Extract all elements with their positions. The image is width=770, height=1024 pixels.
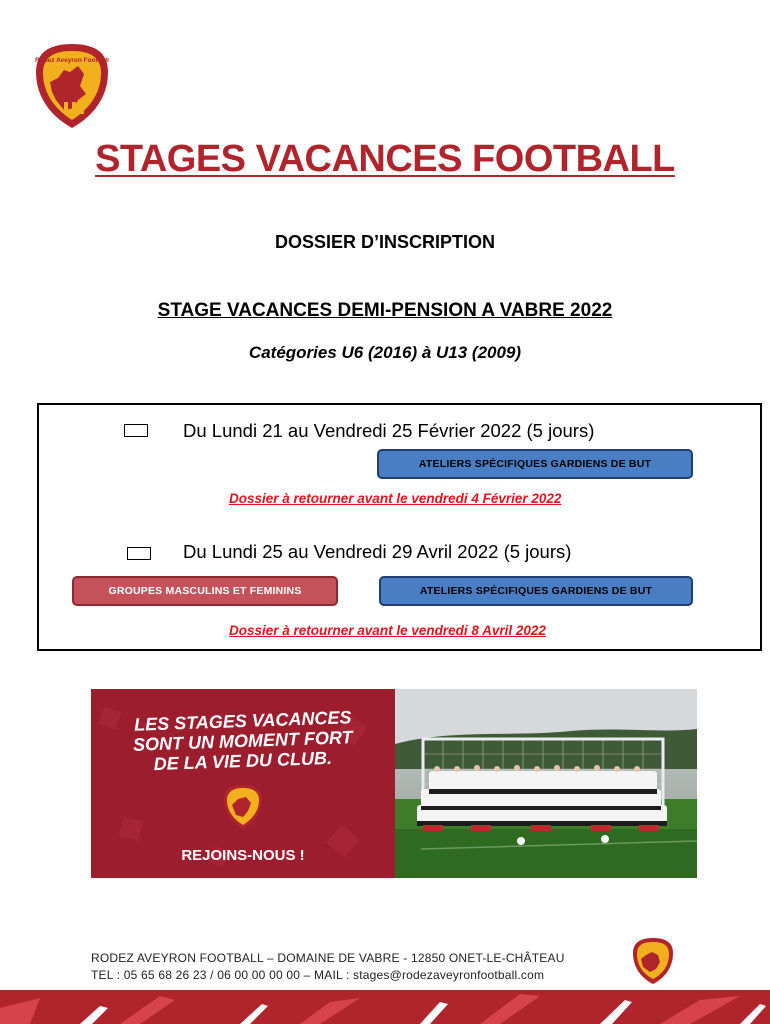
- main-title: STAGES VACANCES FOOTBALL: [95, 138, 675, 180]
- session-2-gardiens-badge: ATELIERS SPÉCIFIQUES GARDIENS DE BUT: [379, 576, 693, 606]
- session-2-dates: Du Lundi 25 au Vendredi 29 Avril 2022 (5 jours): [183, 541, 572, 562]
- team-photo: [395, 689, 697, 878]
- banner-slogan-line-1: LES STAGES VACANCES: [133, 707, 352, 735]
- logo-wordmark: Rodez Aveyron Football: [35, 57, 109, 64]
- banner-cta: REJOINS-NOUS !: [181, 847, 305, 864]
- stage-title: STAGE VACANCES DEMI-PENSION A VABRE 2022: [157, 300, 613, 321]
- footer-phone-mail: TEL : 05 65 68 26 23 / 06 00 00 00 00 – MAIL : stages@rodezaveyronfootball.com: [91, 968, 545, 982]
- session-1-checkbox[interactable]: [124, 424, 148, 437]
- session-1-deadline: Dossier à retourner avant le vendredi 4 Février 2022: [229, 491, 562, 506]
- banner-slogan-line-3: DE LA VIE DU CLUB.: [153, 747, 333, 775]
- footer-address: RODEZ AVEYRON FOOTBALL – DOMAINE DE VABRE - 12850 ONET-LE-CHÂTEAU: [91, 951, 565, 965]
- session-2-deadline: Dossier à retourner avant le vendredi 8 Avril 2022: [229, 623, 546, 638]
- footer-crest-logo: [632, 937, 674, 985]
- footer-decorative-band: [0, 990, 770, 1024]
- session-2-groupes-badge: GROUPES MASCULINS ET FEMININS: [72, 576, 338, 606]
- session-2-checkbox[interactable]: [127, 547, 151, 560]
- session-1-gardiens-badge: ATELIERS SPÉCIFIQUES GARDIENS DE BUT: [377, 449, 693, 479]
- club-crest-logo: [34, 42, 110, 130]
- dossier-heading: DOSSIER D’INSCRIPTION: [274, 232, 496, 252]
- session-1-dates: Du Lundi 21 au Vendredi 25 Février 2022 (5 jours): [183, 420, 595, 441]
- footer-contact: [91, 950, 565, 984]
- promo-banner: [91, 689, 697, 878]
- banner-slogan-line-2: SONT UN MOMENT FORT: [132, 727, 353, 755]
- sessions-box: [37, 403, 762, 651]
- categories-text: Catégories U6 (2016) à U13 (2009): [248, 343, 522, 362]
